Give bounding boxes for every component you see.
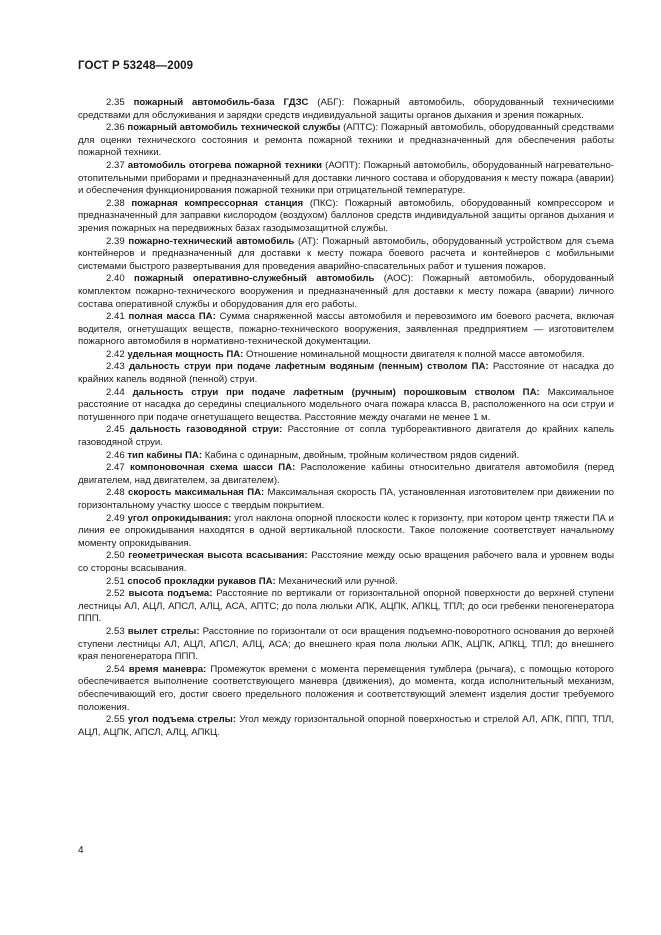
definition-entry — [78, 160, 614, 198]
entry-number: 2.35 — [106, 97, 125, 108]
entry-number: 2.54 — [106, 663, 125, 675]
entry-term: геометрическая высота всасывания: — [128, 550, 308, 562]
definition-entry — [78, 513, 614, 551]
entry-number: 2.53 — [106, 625, 125, 637]
entry-term: высота подъема: — [128, 588, 213, 600]
entry-term: компоновочная схема шасси ПА: — [130, 462, 296, 474]
definition-entry — [78, 664, 614, 714]
document-body — [78, 97, 614, 739]
definition-entry — [78, 576, 614, 589]
entry-definition: (АБГ): Пожарный автомобиль, оборудованный техническими средствами для обслуживания и зарядки средств индивидуальной защиты органов дыхания и зрения пожарных. — [78, 97, 614, 121]
entry-term: способ прокладки рукавов ПА: — [127, 575, 276, 587]
definition-entry — [78, 550, 614, 575]
entry-number: 2.47 — [106, 462, 125, 474]
entry-number: 2.43 — [106, 361, 125, 373]
entry-term: полная масса ПА: — [128, 311, 216, 323]
entry-term: дальность газоводяной струи: — [130, 424, 283, 436]
entry-number: 2.51 — [106, 575, 125, 587]
definition-entry — [78, 361, 614, 386]
entry-number: 2.37 — [106, 159, 125, 171]
entry-definition: Максимальное расстояние от насадка до середины специального модельного очага пожара класса В, расположенного на оси струи и потушенного при подаче огнетушащего вещества. Расстояние между очагами не менее 1 м. — [78, 386, 614, 423]
entry-number: 2.46 — [106, 449, 125, 461]
entry-term: пожарный автомобиль-база ГДЗС — [133, 97, 309, 108]
entry-definition: Расстояние по вертикали от горизонтальной опорной поверхности до верхней ступени лестницы АЛ, АЦЛ, АПСЛ, АЛЦ, АСА, АПТС; до пола люльки АПК, АЦПК, АПКЦ, ТПЛ; до оси гребенки пеногенератора ППП. — [78, 588, 614, 625]
definition-entry — [78, 387, 614, 425]
definition-entry — [78, 198, 614, 236]
entry-definition: Расстояние по горизонтали от оси вращения подъемно-поворотного основания до верхней ступени лестницы АЛ, АЦЛ, АПСЛ, АЛЦ, АСА; до внешнего края пола люльки АПК, АЦПК, АПКЦ, ТПЛ; до внешнего края пеногенератора ППП. — [78, 625, 614, 663]
entry-definition: (ПКС): Пожарный автомобиль, оборудованный компрессором и предназначенный для заправки кислородом (воздухом) баллонов средств индивидуальной защиты органов дыхания и зрения пожарных на передвижных базах газодымозащитной службы. — [78, 197, 615, 234]
entry-definition: Отношение номинальной мощности двигателя к полной массе автомобиля. — [246, 348, 585, 360]
entry-number: 2.39 — [106, 235, 125, 247]
entry-number: 2.36 — [106, 122, 125, 134]
entry-term: дальность струи при подаче лафетным водяным (пенным) стволом ПА: — [128, 361, 489, 373]
document-header: ГОСТ Р 53248—2009 — [78, 60, 194, 72]
definition-entry — [78, 626, 614, 664]
entry-term: тип кабины ПА: — [127, 449, 203, 461]
entry-term: пожарный оперативно-служебный автомобиль — [134, 273, 375, 285]
entry-definition: (АОПТ): Пожарный автомобиль, оборудованный нагревательно-отопительными приборами и предназначенный для доставки личного состава и оборудования к месту пожара (аварии) и обеспечения функционирования пожарной техники при отрицательной температуре. — [78, 159, 615, 197]
entry-number: 2.55 — [106, 714, 125, 726]
entry-number: 2.40 — [106, 273, 125, 285]
entry-number: 2.52 — [106, 588, 125, 600]
entry-definition: Механический или ручной. — [278, 575, 398, 587]
entry-number: 2.49 — [106, 512, 125, 524]
definition-entry — [78, 349, 614, 362]
definition-entry — [78, 122, 614, 160]
entry-term: угол подъема стрелы: — [127, 714, 237, 726]
definition-entry — [78, 450, 614, 463]
entry-definition: угол наклона опорной плоскости колес к горизонту, при котором центр тяжести ПА и линия ее опрокидывания находятся в одной вертикальной плоскости. Такое положение соответствует начальному моменту опрокидывания. — [78, 512, 615, 549]
definition-entry — [78, 487, 614, 512]
entry-definition: Расположение кабины относительно двигателя автомобиля (перед двигателем, над двигателем, за двигателем). — [78, 462, 614, 486]
definition-entry — [78, 588, 614, 626]
entry-term: пожарный автомобиль технической службы — [127, 122, 341, 134]
entry-definition: Расстояние от сопла турбореактивного двигателя до крайних капель газоводяной струи. — [78, 424, 614, 449]
entry-term: пожарно-технический автомобиль — [128, 235, 295, 247]
entry-term: время маневра: — [128, 663, 207, 675]
entry-definition: Сумма снаряженной массы автомобиля и перевозимого им боевого расчета, включая водителя, огнетушащих веществ, пожарно-технического вооружения, заявленная предприятием — изготовителем пожарного автомобиля в нормативно-технической документации. — [78, 311, 615, 348]
entry-definition: Расстояние между осью вращения рабочего вала и уровнем воды со стороны всасывания. — [78, 550, 614, 574]
entry-definition: Промежуток времени с момента перемещения тумблера (рычага), с помощью которого обеспечивается выполнение соответствующего маневра (движения), до момента, когда исполнительный механизм, обеспечивающий его, достиг своего предельного положения и соответствующий элемент изделия достиг требуемого положения. — [78, 663, 614, 713]
entry-term: дальность струи при подаче лафетным (ручным) порошковым стволом ПА: — [132, 386, 540, 398]
entry-number: 2.50 — [106, 550, 125, 562]
entry-number: 2.38 — [106, 197, 125, 209]
definition-entry — [78, 462, 614, 487]
entry-number: 2.44 — [106, 386, 125, 398]
definition-entry — [78, 236, 614, 274]
page-number: 4 — [78, 845, 84, 856]
entry-definition: Расстояние от насадка до крайних капель водяной (пенной) струи. — [78, 361, 614, 386]
entry-definition: (АТ): Пожарный автомобиль, оборудованный устройством для съема контейнеров и предназначенный для доставки к месту пожара боевого расчета и контейнеров с мобильными системами быстрого развертывания для проведения аварийно-спасательных работ и тушения пожаров. — [78, 235, 614, 272]
entry-term: автомобиль отогрева пожарной техники — [127, 159, 323, 171]
entry-term: пожарная компрессорная станция — [131, 197, 304, 209]
entry-term: удельная мощность ПА: — [127, 348, 244, 360]
entry-definition: Максимальная скорость ПА, установленная изготовителем при движении по горизонтальному участку шоссе с твердым покрытием. — [78, 487, 615, 511]
entry-definition: (АПТС): Пожарный автомобиль, оборудованный средствами для оценки технического состояния и ремонта пожарной техники и предназначенный для обеспечения работы пожарной техники. — [78, 122, 614, 159]
definition-entry — [78, 714, 614, 739]
entry-term: скорость максимальная ПА: — [127, 487, 265, 499]
entry-definition: Кабина с одинарным, двойным, тройным количеством рядов сидений. — [204, 449, 520, 461]
entry-definition: Угол между горизонтальной опорной поверхностью и стрелой АЛ, АПК, ППП, ТПЛ, АЦЛ, АЦПК, АПСЛ, АЛЦ, АПКЦ. — [78, 714, 614, 738]
entry-number: 2.42 — [106, 348, 125, 360]
definition-entry — [78, 311, 614, 349]
definition-entry — [78, 424, 614, 449]
definition-entry — [78, 273, 614, 311]
entry-number: 2.48 — [106, 487, 125, 499]
definition-entry — [78, 97, 614, 122]
entry-term: угол опрокидывания: — [127, 512, 232, 524]
entry-term: вылет стрелы: — [127, 625, 200, 637]
entry-number: 2.41 — [106, 311, 125, 323]
entry-number: 2.45 — [106, 424, 125, 436]
entry-definition: (АОС): Пожарный автомобиль, оборудованный комплектом пожарно-технического вооружения и предназначенный для доставки к месту пожара (аварии) личного состава оперативной службы и оборудования для его работы. — [78, 273, 615, 310]
